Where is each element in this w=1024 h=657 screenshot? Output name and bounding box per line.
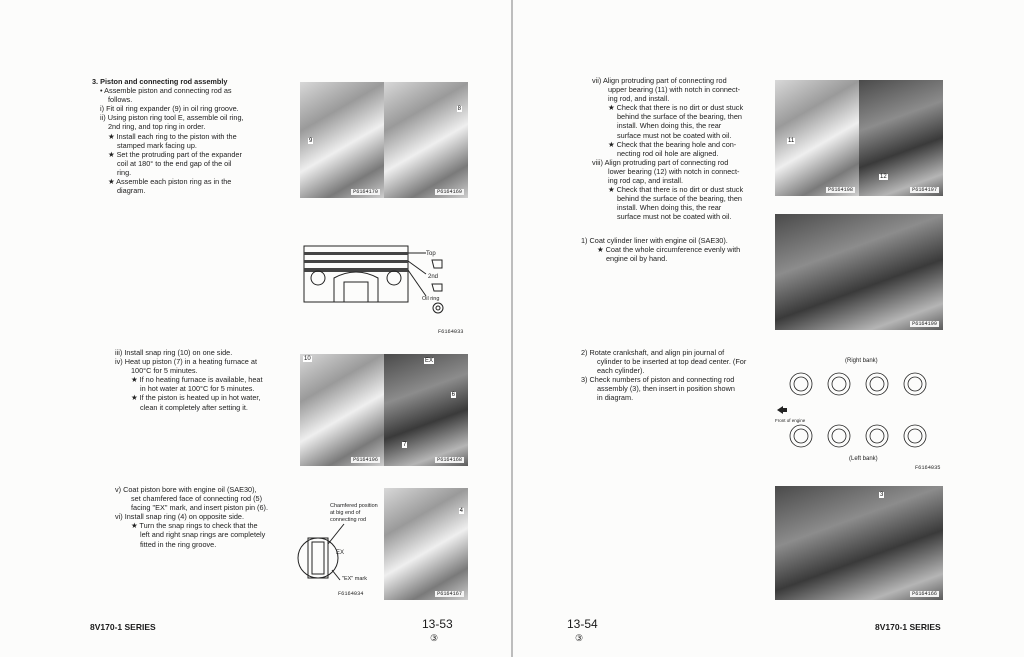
ring-label-2nd: 2nd	[428, 274, 439, 280]
note-line: engine oil by hand.	[606, 254, 668, 264]
note-line: ★ Turn the snap rings to check that the	[131, 521, 258, 531]
steps-2-3-text	[581, 348, 776, 403]
cylinder-bank-diagram	[775, 352, 955, 464]
note-line: behind the surface of the bearing, then	[617, 194, 742, 204]
part-number-label: 10	[304, 356, 311, 362]
intro-line: • Assemble piston and connecting rod as	[100, 86, 232, 96]
ring-label-top: Top	[426, 251, 436, 257]
note-line: behind the surface of the bearing, then	[617, 112, 742, 122]
part-number-label: 6	[451, 392, 455, 398]
step-3-line: assembly (3), then insert in position shown	[597, 384, 735, 394]
part-number-label: 7	[403, 442, 407, 448]
note-line: surface must not be coated with oil.	[617, 130, 732, 140]
steps-v-vi-text	[115, 485, 300, 549]
photo-caption: P6164197	[912, 187, 937, 193]
revision-mark: ③	[575, 633, 584, 643]
photo-caption: P6164170	[353, 189, 378, 195]
note-line: in hot water at 100°C for 5 minutes.	[140, 384, 255, 394]
photo-oil-ring-expander	[300, 82, 384, 198]
note-line: install. When doing this, the rear	[617, 203, 722, 213]
chamfer-label-line: Chamfered position	[330, 503, 378, 509]
note-line: ★ Check that the bearing hole and con-	[608, 139, 737, 149]
ring-label-oil: Oil ring	[422, 296, 440, 302]
step-2-line: 2) Rotate crankshaft, and align pin journal of	[581, 348, 725, 357]
part-number-label: 4	[459, 508, 463, 514]
step-viii-line: ing rod cap, and install.	[608, 176, 684, 186]
front-of-engine-label: Front of engine	[775, 418, 806, 423]
step-1: 1) Coat cylinder liner with engine oil (SAE30).	[581, 236, 728, 245]
note-line: surface must not be coated with oil.	[617, 212, 732, 222]
piston-ring-diagram	[298, 238, 470, 338]
figure-caption: F6164035	[915, 465, 941, 471]
revision-mark: ③	[430, 633, 439, 643]
photo-connecting-rod-pin	[384, 488, 468, 600]
part-number-label: 3	[880, 492, 884, 498]
photo-caption: P6164168	[437, 457, 462, 463]
right-bank-label: (Right bank)	[845, 358, 878, 364]
step-v-line: facing "EX" mark, and insert piston pin (6).	[131, 503, 268, 513]
note-line: ★ If no heating furnace is available, heat	[131, 375, 263, 385]
step-iii: iii) Install snap ring (10) on one side.	[115, 348, 233, 357]
step-2-line: cylinder to be inserted at top dead center. (For	[597, 357, 747, 367]
photo-cylinder-liner	[775, 214, 943, 330]
note-line: ring.	[117, 167, 132, 177]
step-vi: vi) Install snap ring (4) on opposite side.	[115, 512, 244, 522]
section-3-text	[92, 77, 282, 195]
step-3-line: in diagram.	[597, 393, 634, 403]
part-number-label: 11	[788, 138, 795, 144]
step-viii-line: lower bearing (12) with notch in connect-	[608, 166, 740, 176]
note-line: left and right snap rings are completely	[140, 530, 266, 540]
step-vii-line: vii) Align protruding part of connecting rod	[592, 76, 727, 85]
step-ii-line: ii) Using piston ring tool E, assemble oil ring,	[100, 113, 244, 123]
step-iv-line: 100°C for 5 minutes.	[131, 366, 198, 376]
ex-label: EX	[336, 550, 345, 556]
series-footer: 8V170-1 SERIES	[90, 622, 156, 632]
photo-upper-bearing	[775, 80, 859, 196]
note-line: ★ Coat the whole circumference evenly with	[597, 245, 741, 255]
photo-insert-piston	[775, 486, 943, 600]
section-title: 3. Piston and connecting rod assembly	[92, 77, 228, 86]
chamfer-label-line: connecting rod	[330, 517, 367, 523]
step-vii-line: ing rod, and install.	[608, 94, 670, 104]
page-number: 13-53	[422, 617, 453, 631]
left-bank-label: (Left bank)	[849, 456, 878, 462]
figure-caption: F6164033	[438, 329, 464, 335]
note-line: fitted in the ring groove.	[140, 539, 217, 549]
step-iv-line: iv) Heat up piston (7) in a heating furnace at	[115, 357, 257, 367]
photo-piston-ring-tool	[384, 82, 468, 198]
part-number-label: 8	[457, 106, 461, 112]
step-viii-line: viii) Align protruding part of connecting rod	[592, 157, 729, 167]
step-ii-line: 2nd ring, and top ring in order.	[108, 122, 206, 132]
left-page	[0, 0, 511, 657]
photo-caption: P6164167	[437, 591, 462, 597]
part-number-label: 9	[309, 138, 313, 144]
part-number-label: EX	[425, 358, 434, 364]
step-vii-line: upper bearing (11) with notch in connect-	[608, 85, 741, 95]
step-1-text	[581, 236, 771, 263]
photo-heat-piston	[384, 354, 468, 466]
steps-iii-iv-text	[115, 348, 295, 412]
part-number-label: 12	[880, 174, 887, 180]
ex-mark-label: "EX" mark	[342, 576, 367, 582]
note-line: clean it completely after setting it.	[140, 402, 248, 412]
step-i: i) Fit oil ring expander (9) in oil ring groove.	[100, 104, 239, 114]
note-line: ★ Check that there is no dirt or dust stuck	[608, 103, 744, 113]
figure-caption: F6164034	[338, 591, 364, 597]
note-line: necting rod oil hole are aligned.	[617, 148, 719, 158]
photo-caption: P6164196	[353, 457, 378, 463]
photo-caption: P6164169	[437, 189, 462, 195]
note-line: install. When doing this, the rear	[617, 121, 722, 131]
note-line: coil at 180° to the end gap of the oil	[117, 158, 232, 168]
photo-caption: P6164198	[828, 187, 853, 193]
photo-lower-bearing	[859, 80, 943, 196]
chamfer-label-line: at big end of	[330, 510, 361, 516]
note-line: stamped mark facing up.	[117, 140, 197, 150]
photo-caption: P6164166	[912, 591, 937, 597]
chamfer-diagram	[284, 498, 384, 604]
note-line: ★ Install each ring to the piston with the	[108, 131, 237, 141]
note-line: ★ If the piston is heated up in hot water,	[131, 393, 261, 403]
step-v-line: set chamfered face of connecting rod (5)	[131, 494, 263, 504]
note-line: ★ Check that there is no dirt or dust stuck	[608, 185, 744, 195]
intro-line: follows.	[108, 95, 133, 105]
note-line: ★ Assemble each piston ring as in the	[108, 177, 232, 187]
steps-vii-viii-text	[592, 76, 772, 224]
right-page	[513, 0, 1024, 657]
page-number: 13-54	[567, 617, 598, 631]
step-3-line: 3) Check numbers of piston and connecting rod	[581, 375, 735, 385]
note-line: ★ Set the protruding part of the expander	[108, 149, 242, 159]
series-footer: 8V170-1 SERIES	[875, 622, 941, 632]
photo-snap-ring	[300, 354, 384, 466]
step-v-line: v) Coat piston bore with engine oil (SAE30),	[115, 485, 257, 494]
note-line: diagram.	[117, 186, 146, 196]
photo-caption: P6164199	[912, 321, 937, 327]
step-2-line: each cylinder).	[597, 366, 645, 376]
